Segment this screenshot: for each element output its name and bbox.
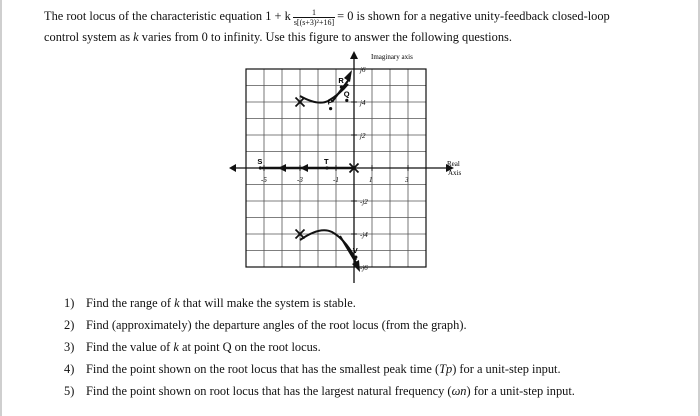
question-1 — [64, 296, 356, 311]
upper-branch-arrow — [344, 70, 352, 82]
question-number: 1) — [64, 296, 75, 310]
question-text: Find the point shown on root locus that has the largest natural frequency ( — [86, 384, 452, 398]
point-q — [344, 89, 350, 102]
fraction-denominator: s[(s+3)²+16] — [293, 17, 335, 27]
imaginary-axis-label: Imaginary axis — [371, 53, 413, 61]
intro-line-2 — [44, 27, 684, 48]
gain-variable: k — [133, 30, 139, 44]
question-3 — [64, 340, 321, 355]
question-variable: ωn — [451, 384, 467, 398]
question-text: Find (approximately) the departure angles of the root locus (from the graph). — [86, 318, 467, 332]
question-variable: k — [173, 340, 179, 354]
question-4 — [64, 362, 561, 377]
y-tick-label: -j6 — [360, 264, 368, 272]
svg-text:T: T — [324, 157, 329, 166]
x-tick-label: -1 — [333, 176, 339, 184]
intro-text-1: The root locus of the characteristic equation — [44, 9, 263, 23]
x-tick-label: 3 — [405, 176, 409, 184]
svg-text:P: P — [327, 97, 333, 107]
transfer-fraction — [293, 8, 335, 27]
point-p — [328, 98, 333, 111]
root-locus-plot — [228, 50, 488, 288]
question-variable: k — [174, 296, 180, 310]
question-5 — [64, 384, 575, 399]
question-variable: Tp — [439, 362, 453, 376]
intro-text-2: is shown for a negative unity-feedback closed-loop — [356, 9, 610, 23]
svg-text:R: R — [338, 76, 344, 86]
svg-text:S: S — [257, 157, 263, 166]
x-tick-label: -5 — [261, 176, 267, 184]
question-text: Find the point shown on the root locus that has the smallest peak time ( — [86, 362, 440, 376]
real-axis-label-line-1: Real — [447, 160, 460, 168]
svg-text:Q: Q — [343, 89, 350, 99]
svg-text:V: V — [352, 246, 358, 256]
y-tick-label: j4 — [360, 99, 366, 107]
y-tick-label: -j2 — [360, 198, 368, 206]
question-text: that will make the system is stable. — [179, 296, 356, 310]
question-number: 4) — [64, 362, 75, 376]
question-2 — [64, 318, 467, 333]
y-tick-label: j2 — [360, 132, 366, 140]
equation-rhs: = 0 — [337, 9, 354, 23]
question-number: 5) — [64, 384, 75, 398]
y-tick-label: j6 — [360, 66, 366, 74]
real-branch-arrow-2 — [300, 164, 308, 172]
real-axis-arrow-left — [229, 164, 236, 172]
intro-text-4: varies from 0 to infinity. Use this figure to answer the following questions. — [141, 30, 512, 44]
real-axis-label-line-2: Axis — [448, 169, 462, 177]
question-text: Find the range of — [86, 296, 175, 310]
lower-branch-arrow — [352, 260, 360, 272]
intro-text-3: control system as — [44, 30, 131, 44]
left-border — [0, 0, 2, 416]
question-text: ) for a unit-step input. — [452, 362, 561, 376]
question-text: ) for a unit-step input. — [466, 384, 575, 398]
imaginary-axis-arrow — [350, 51, 358, 59]
fraction-numerator: 1 — [293, 8, 335, 18]
lower-branch-curve — [300, 230, 356, 260]
x-tick-label: -3 — [297, 176, 303, 184]
question-text: Find the value of — [86, 340, 174, 354]
x-tick-label: 1 — [369, 176, 373, 184]
problem-intro — [44, 6, 684, 48]
y-tick-label: -j4 — [360, 231, 368, 239]
intro-line-1 — [44, 6, 684, 27]
equation-lhs: 1 + k — [265, 9, 291, 23]
question-number: 2) — [64, 318, 75, 332]
question-number: 3) — [64, 340, 75, 354]
question-text: at point Q on the root locus. — [178, 340, 321, 354]
root-locus-figure — [228, 50, 488, 288]
